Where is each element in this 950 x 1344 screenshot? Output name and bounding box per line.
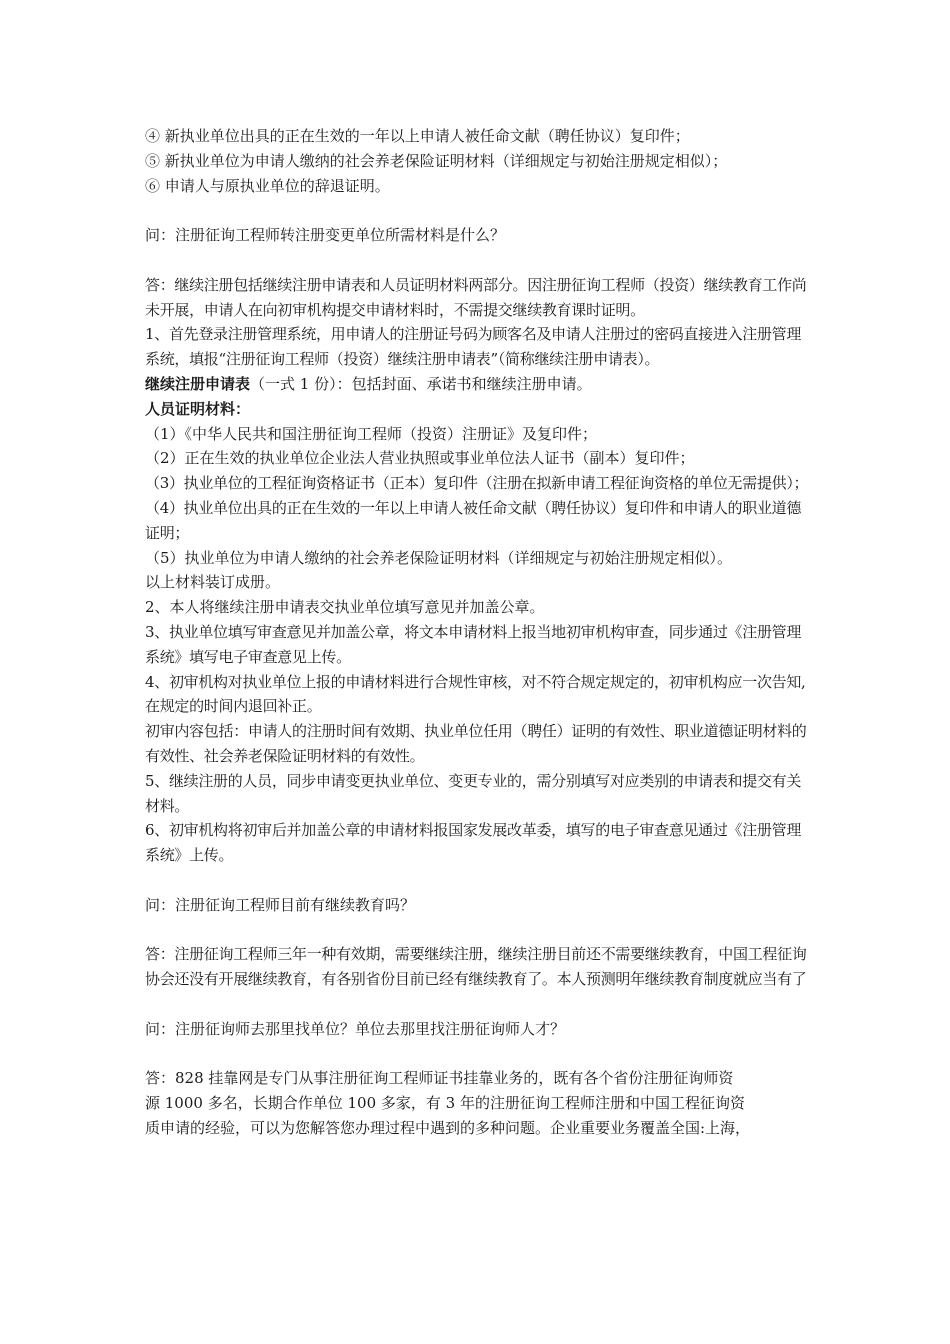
step-5: 5、继续注册的人员，同步申请变更执业单位、变更专业的，需分别填写对应类别的申请表和提交有关材料。 xyxy=(145,771,802,815)
answer-3-line-1: 答：828 挂靠网是专门从事注册征询工程师证书挂靠业务的，既有各个省份注册征询师资 xyxy=(145,1069,734,1088)
answer-3-line-3: 质申请的经验，可以为您解答您办理过程中遇到的多种问题。企业重要业务覆盖全国:上海， xyxy=(145,1118,751,1137)
proof-item-3: （3）执业单位的工程征询资格证书（正本）复印件（注册在拟新申请工程征询资格的单位无需提供）； xyxy=(145,474,809,493)
spacer xyxy=(145,868,813,893)
spacer xyxy=(145,992,813,1017)
question-3: 问：注册征询师去那里找单位？单位去那里找注册征询师人才？ xyxy=(145,1019,566,1038)
proof-item-5: （5）执业单位为申请人缴纳的社会养老保险证明材料（详细规定与初始注册规定相似）。 xyxy=(145,548,733,567)
step-4: 4、初审机构对执业单位上报的申请材料进行合规性审核，对不符合规定规定的，初审机构应一次告知,在规定的时间内退回补正。 xyxy=(145,672,806,716)
form-description: （一式 1 份）：包括封面、承诺书和继续注册申请。 xyxy=(250,374,592,393)
binding-note: 以上材料装订成册。 xyxy=(145,573,281,592)
step-2: 2、本人将继续注册申请表交执业单位填写意见并加盖公章。 xyxy=(145,598,545,617)
step-1: 1、首先登录注册管理系统，用申请人的注册证号码为顾客名及申请人注册过的密码直接进入注册管理系统，填报“注册征询工程师（投资）继续注册申请表”（简称继续注册申请表）。 xyxy=(145,325,802,369)
question-2: 问：注册征询工程师目前有继续教育吗？ xyxy=(145,895,416,914)
spacer xyxy=(145,918,813,943)
proof-item-4: （4）执业单位出具的正在生效的一年以上申请人被任命文献（聘任协议）复印件和申请人的职业道德证明； xyxy=(145,498,802,542)
proof-materials-title: 人员证明材料： xyxy=(145,399,251,418)
step-6: 6、初审机构将初审后并加盖公章的申请材料报国家发展改革委，填写的电子审查意见通过《注册管理系统》上传。 xyxy=(145,821,802,865)
proof-item-2: （2）正在生效的执业单位企业法人营业执照或事业单位法人证书（副本）复印件； xyxy=(145,449,695,468)
answer-3-line-2: 源 1000 多名，长期合作单位 100 多家，有 3 年的注册征询工程师注册和中国工程征询资 xyxy=(145,1094,745,1113)
review-contents: 初审内容包括：申请人的注册时间有效期、执业单位任用（聘任）证明的有效性、职业道德证明材料的有效性、社会养老保险证明材料的有效性。 xyxy=(145,722,807,765)
answer-2: 答：注册征询工程师三年一种有效期，需要继续注册，继续注册目前还不需要继续教育，中国工程征询协会还没有开展继续教育，有各别省份目前已经有继续教育了。本人预测明年继续教育制度就应当有了 xyxy=(145,945,807,989)
form-title: 继续注册申请表 xyxy=(145,374,251,393)
spacer xyxy=(145,198,813,223)
question-1: 问：注册征询工程师转注册变更单位所需材料是什么？ xyxy=(145,226,506,245)
document-body xyxy=(145,124,813,1141)
answer-1: 答：继续注册包括继续注册申请表和人员证明材料两部分。因注册征询工程师（投资）继续教育工作尚未开展，申请人在向初审机构提交申请材料时，不需提交继续教育课时证明。 xyxy=(145,275,807,319)
form-line xyxy=(145,372,813,397)
proof-item-1: （1）《中华人民共和国注册征询工程师（投资）注册证》及复印件； xyxy=(145,424,598,443)
material-item-5: ⑤ 新执业单位为申请人缴纳的社会养老保险证明材料（详细规定与初始注册规定相似）； xyxy=(145,151,728,170)
spacer xyxy=(145,248,813,273)
spacer xyxy=(145,1041,813,1066)
material-item-6: ⑥ 申请人与原执业单位的辞退证明。 xyxy=(145,176,390,195)
step-3: 3、执业单位填写审查意见并加盖公章，将文本申请材料上报当地初审机构审查，同步通过《注册管理系统》填写电子审查意见上传。 xyxy=(145,622,802,666)
material-item-4: ④ 新执业单位出具的正在生效的一年以上申请人被任命文献（聘任协议）复印件； xyxy=(145,127,690,145)
